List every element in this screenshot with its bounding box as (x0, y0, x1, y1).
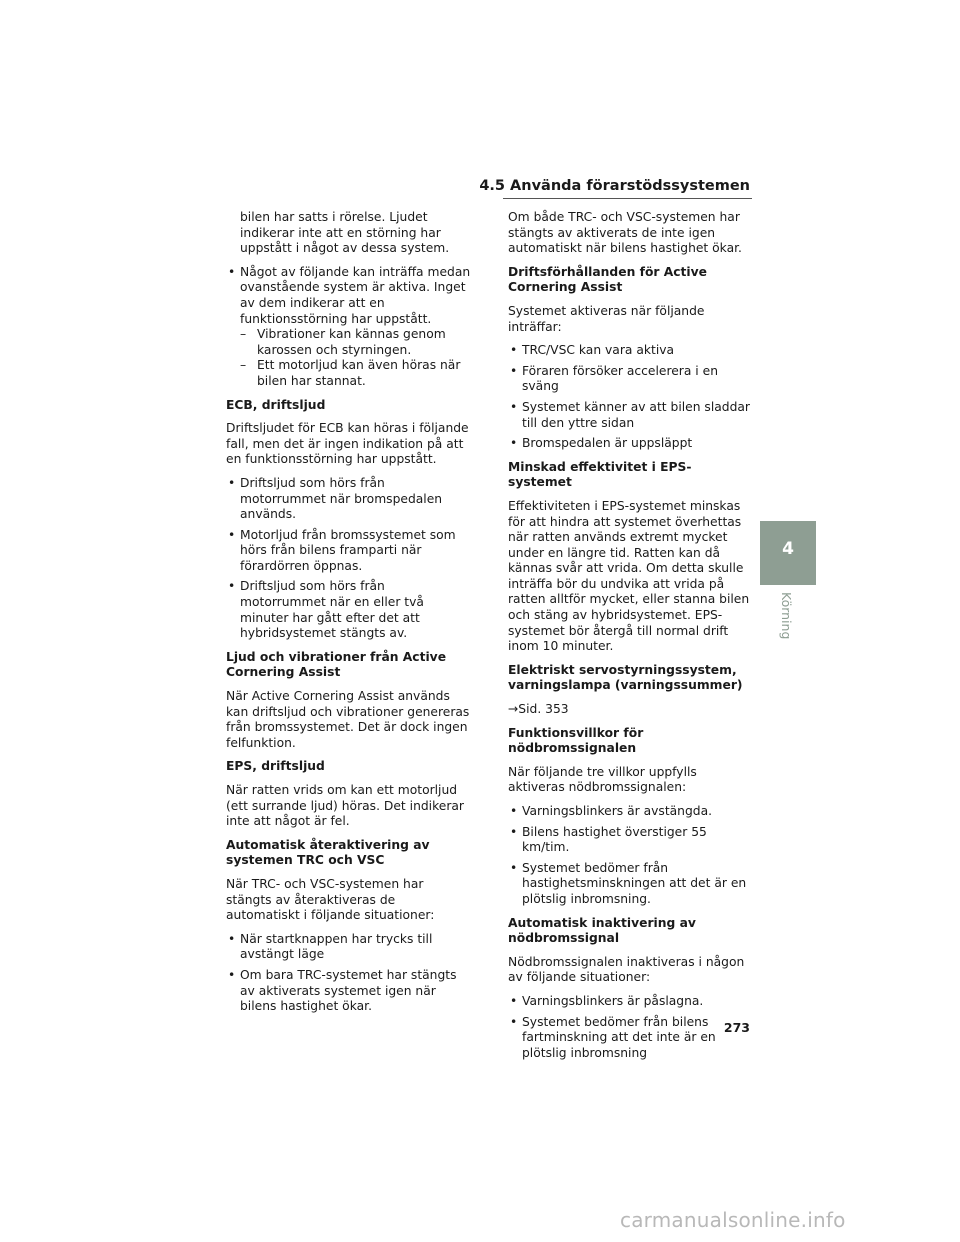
chapter-label: Körning (779, 592, 794, 640)
aca-heading: Ljud och vibrationer från Active Cornering Assist (226, 649, 447, 680)
bullet-icon: • (228, 264, 236, 279)
bullet-text: Systemet känner av att bilen sladdar till den yttre sidan (522, 399, 750, 430)
bullet-icon: • (510, 993, 518, 1008)
bullet-text: TRC/VSC kan vara aktiva (522, 343, 675, 358)
dash-list (240, 327, 471, 389)
aca-cond-list (508, 343, 754, 452)
page-number: 273 (723, 1020, 750, 1035)
bullet-icon: • (510, 860, 518, 875)
bullet-text: Bilens hastighet överstiger 55 km/tim. (522, 824, 707, 855)
inact-text: Nödbromssignalen inaktiveras i någon av följande situationer: (508, 954, 745, 985)
list-item (226, 528, 471, 575)
left-intro: bilen har satts i rörelse. Ljudet indikerar inte att en störning har uppstått i något av dessa system. (240, 210, 450, 256)
list-item (508, 436, 754, 452)
list-item (240, 327, 471, 358)
eps-eff-heading: Minskad effektivitet i EPS-systemet (508, 459, 692, 490)
ecb-heading: ECB, driftsljud (226, 397, 326, 412)
ecb-text: Driftsljudet för ECB kan höras i följande fall, men det är ingen indikation på att en funktionsstörning har uppstått. (226, 421, 469, 467)
left-bullets-1 (226, 265, 471, 390)
dash-icon: – (240, 358, 247, 373)
bullet-icon: • (510, 1014, 518, 1029)
warn-heading: Elektriskt servostyrningssystem, varningslampa (varningssummer) (508, 662, 743, 693)
bullet-icon: • (228, 967, 236, 982)
list-item (508, 1015, 754, 1062)
bullet-text: Motorljud från bromssystemet som hörs från bilens framparti när förardörren öppnas. (240, 527, 456, 573)
chapter-number: 4 (782, 539, 794, 559)
inact-list (508, 994, 754, 1061)
right-column (508, 210, 754, 1066)
bullet-text: Om bara TRC-systemet har stängts av aktiverats systemet igen när bilens hastighet ökar. (240, 967, 457, 1014)
section-header: 4.5 Använda förarstödssystemen (479, 178, 750, 194)
bullet-icon: • (228, 579, 236, 594)
eps-eff-text: Effektiviteten i EPS-systemet minskas för att hindra att systemet överhettas när ratten används extremt mycket under en längre tid. Ratten kan då kännas svår att vrida. Om detta skulle inträffa bör du undvika att vrida på ratten alltför mycket, eller stanna bilen och stäng av hybridsystemet. EPS-systemet bör återgå till normal drift inom 10 minuter. (508, 498, 750, 654)
bullet-icon: • (510, 343, 518, 358)
bullet-icon: • (510, 399, 518, 414)
dash-icon: – (240, 327, 247, 342)
eps-heading: EPS, driftsljud (226, 759, 325, 774)
list-item (508, 804, 754, 820)
bullet-text: Något av följande kan inträffa medan ovanstående system är aktiva. Inget av dem indikerar att en funktionsstörning har uppstått. (240, 264, 471, 326)
bullet-icon: • (228, 527, 236, 542)
bullet-text: Driftsljud som hörs från motorrummet när en eller två minuter har gått efter det att hybridsystemet stängts av. (240, 579, 424, 641)
list-item (508, 994, 754, 1010)
bullet-text: Driftsljud som hörs från motorrummet när bromspedalen används. (240, 475, 443, 522)
left-column (226, 210, 471, 1020)
chapter-tab (760, 521, 816, 585)
list-item (508, 364, 754, 395)
bullet-icon: • (510, 804, 518, 818)
auto-text: När TRC- och VSC-systemen har stängts av återaktiveras de automatiskt i följande situationer: (226, 876, 435, 923)
right-intro: Om både TRC- och VSC-systemen har stängts av aktiverats de inte igen automatiskt när bilens hastighet ökar. (508, 210, 742, 256)
func-text: När följande tre villkor uppfylls aktiveras nödbromssignalen: (508, 764, 697, 795)
list-item (226, 932, 471, 963)
warn-ref: →Sid. 353 (508, 702, 569, 717)
bullet-text: Systemet bedömer från bilens fartminskning att det inte är en plötslig inbromsning (522, 1014, 716, 1060)
bullet-icon: • (228, 931, 236, 946)
list-item (226, 265, 471, 390)
list-item (508, 825, 754, 856)
dash-text: Ett motorljud kan även höras när bilen har stannat. (257, 358, 461, 388)
bullet-text: Systemet bedömer från hastighetsminskningen att det är en plötslig inbromsning. (522, 860, 747, 906)
bullet-text: Varningsblinkers är avstängda. (522, 804, 713, 818)
aca-text: När Active Cornering Assist används kan driftsljud och vibrationer genereras från bromssystemet. Det är dock ingen felfunktion. (226, 689, 470, 750)
list-item (240, 358, 471, 389)
list-item (508, 343, 754, 359)
bullet-text: När startknappen har trycks till avstängt läge (240, 931, 433, 962)
list-item (226, 476, 471, 523)
bullet-text: Bromspedalen är uppsläppt (522, 436, 693, 451)
ecb-list (226, 476, 471, 642)
list-item (226, 579, 471, 641)
bullet-icon: • (510, 363, 518, 378)
bullet-text: Föraren försöker accelerera i en sväng (522, 363, 718, 394)
auto-heading: Automatisk återaktivering av systemen TRC och VSC (226, 837, 430, 868)
bullet-icon: • (510, 824, 518, 839)
watermark: carmanualsonline.info (620, 1208, 846, 1232)
list-item (508, 861, 754, 908)
auto-list (226, 932, 471, 1015)
aca-cond-heading: Driftsförhållanden för Active Cornering Assist (508, 264, 708, 295)
list-item (508, 400, 754, 431)
bullet-text: Varningsblinkers är påslagna. (522, 993, 704, 1008)
header-rule (503, 198, 752, 199)
func-list (508, 804, 754, 908)
dash-text: Vibrationer kan kännas genom karossen och styrningen. (257, 327, 446, 357)
aca-cond-text: Systemet aktiveras när följande inträffar: (508, 303, 705, 334)
func-heading: Funktionsvillkor för nödbromssignalen (508, 725, 644, 756)
bullet-icon: • (228, 475, 236, 490)
inact-heading: Automatisk inaktivering av nödbromssignal (508, 915, 696, 946)
eps-text: När ratten vrids om kan ett motorljud (ett surrande ljud) höras. Det indikerar inte att något är fel. (226, 783, 464, 829)
list-item (226, 968, 471, 1015)
bullet-icon: • (510, 436, 518, 451)
